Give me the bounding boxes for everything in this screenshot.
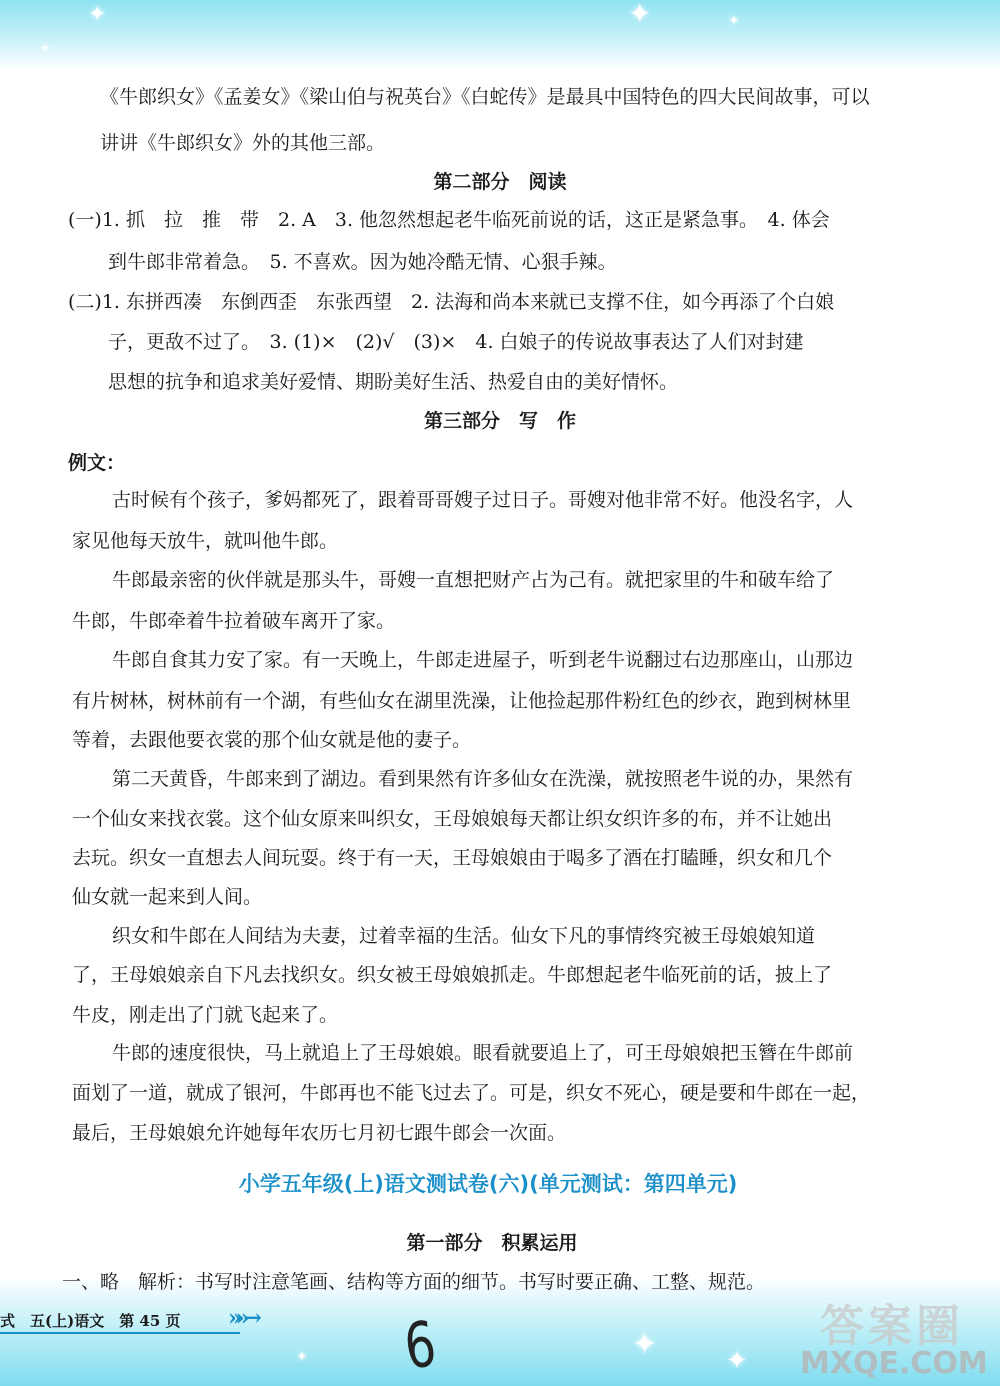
essay-line: 家见他每天放牛，就叫他牛郎。 bbox=[72, 530, 339, 552]
essay-line: 等着，去跟他要衣裳的那个仙女就是他的妻子。 bbox=[72, 729, 472, 751]
intro-line: 《牛郎织女》《孟姜女》《梁山伯与祝英台》《白蛇传》是最具中国特色的四大民间故事，可以 bbox=[100, 86, 870, 108]
arrows-icon: »»→ bbox=[228, 1305, 256, 1331]
section-title-reading: 第二部分 阅读 bbox=[433, 171, 567, 193]
answer-line: 到牛郎非常着急。 5. 不喜欢。因为她冷酷无情、心狠手辣。 bbox=[108, 251, 617, 273]
sparkle-icon: ✦ bbox=[728, 13, 740, 29]
essay-line: 面划了一道，就成了银河，牛郎再也不能飞过去了。可是，织女不死心，硬是要和牛郎在一起， bbox=[72, 1082, 871, 1104]
sample-essay-label: 例文： bbox=[68, 452, 126, 474]
essay-line: 牛郎最亲密的伙伴就是那头牛，哥嫂一直想把财产占为己有。就把家里的牛和破车给了 bbox=[112, 569, 835, 591]
answer-line: 一、略 解析：书写时注意笔画、结构等方面的细节。书写时要正确、工整、规范。 bbox=[62, 1271, 766, 1293]
watermark-logo: 答案圈 bbox=[820, 1301, 964, 1352]
footer-rule bbox=[0, 1332, 240, 1334]
watermark-url: MXQE.COM bbox=[800, 1346, 988, 1381]
watermark bbox=[800, 1290, 996, 1386]
test-paper-title: 小学五年级(上)语文测试卷(六)(单元测试：第四单元) bbox=[238, 1172, 738, 1196]
answer-line: 思想的抗争和追求美好爱情、期盼美好生活、热爱自由的美好情怀。 bbox=[108, 371, 679, 393]
essay-line: 去玩。织女一直想去人间玩耍。终于有一天，王母娘娘由于喝多了酒在打瞌睡，织女和几个 bbox=[72, 847, 833, 869]
essay-line: 第二天黄昏，牛郎来到了湖边。看到果然有许多仙女在洗澡，就按照老牛说的办，果然有 bbox=[112, 768, 854, 790]
answer-line: (一)1. 抓 拉 推 带 2. A 3. 他忽然想起老牛临死前说的话，这正是紧急事。 4. 体会 bbox=[68, 209, 830, 231]
section-title-accumulation: 第一部分 积累运用 bbox=[406, 1232, 578, 1254]
essay-line: 古时候有个孩子，爹妈都死了，跟着哥哥嫂子过日子。哥嫂对他非常不好。他没名字，人 bbox=[112, 489, 854, 511]
sparkle-icon: ✦ bbox=[88, 2, 107, 27]
answer-line: 子，更敌不过了。 3. (1)× (2)√ (3)× 4. 白娘子的传说故事表达了人们对封建 bbox=[108, 331, 804, 353]
essay-line: 了，王母娘娘亲自下凡去找织女。织女被王母娘娘抓走。牛郎想起老牛临死前的话，披上了 bbox=[72, 964, 833, 986]
sparkle-icon: ✦ bbox=[40, 41, 51, 55]
handwritten-mark: 6 bbox=[400, 1307, 441, 1385]
essay-line: 一个仙女来找衣裳。这个仙女原来叫织女，王母娘娘每天都让织女织许多的布，并不让她出 bbox=[72, 808, 833, 830]
essay-line: 牛郎的速度很快，马上就追上了王母娘娘。眼看就要追上了，可王母娘娘把玉簪在牛郎前 bbox=[112, 1042, 854, 1064]
sparkle-icon: ✦ bbox=[632, 1327, 658, 1362]
essay-line: 有片树林，树林前有一个湖，有些仙女在湖里洗澡，让他捡起那件粉红色的纱衣，跑到树林里 bbox=[72, 690, 852, 712]
sparkle-icon: ✦ bbox=[726, 1346, 748, 1376]
intro-line: 讲讲《牛郎织女》外的其他三部。 bbox=[100, 132, 386, 154]
page-footer: 式 五(上)语文 第 45 页 bbox=[0, 1312, 181, 1330]
essay-line: 牛郎自食其力安了家。有一天晚上，牛郎走进屋子，听到老牛说翻过右边那座山，山那边 bbox=[112, 649, 854, 671]
essay-line: 仙女就一起来到人间。 bbox=[72, 886, 263, 908]
essay-line: 最后，王母娘娘允许她每年农历七月初七跟牛郎会一次面。 bbox=[72, 1122, 567, 1144]
section-title-writing: 第三部分 写 作 bbox=[423, 410, 576, 432]
essay-line: 牛皮，刚走出了门就飞起来了。 bbox=[72, 1004, 339, 1026]
essay-line: 织女和牛郎在人间结为夫妻，过着幸福的生活。仙女下凡的事情终究被王母娘娘知道 bbox=[112, 925, 816, 947]
answer-line: (二)1. 东拼西凑 东倒西歪 东张西望 2. 法海和尚本来就已支撑不住，如今再添了个白娘 bbox=[68, 291, 835, 313]
sparkle-icon: ✦ bbox=[628, 0, 652, 30]
top-decorative-band bbox=[0, 0, 1000, 70]
essay-line: 牛郎，牛郎牵着牛拉着破车离开了家。 bbox=[72, 610, 396, 632]
sparkle-icon: ✦ bbox=[296, 1349, 308, 1365]
